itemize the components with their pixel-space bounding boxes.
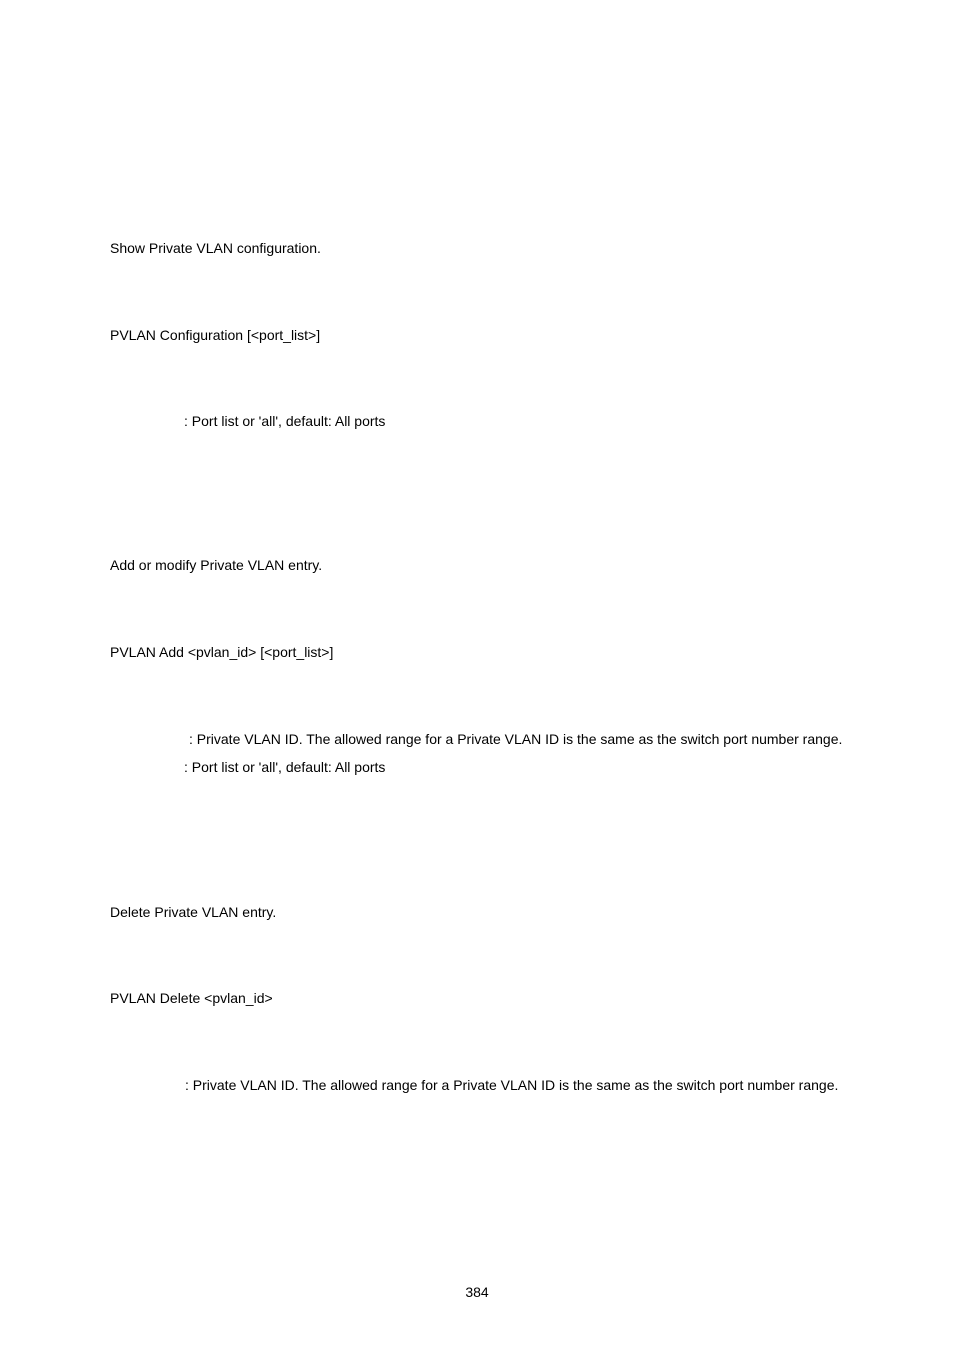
section-1-syntax: PVLAN Configuration [<port_list>] <box>110 327 321 343</box>
section-2-param-port-list: : Port list or 'all', default: All ports <box>184 759 386 775</box>
section-2-description: Add or modify Private VLAN entry. <box>110 557 323 573</box>
section-1-param-port-list: : Port list or 'all', default: All ports <box>184 413 386 429</box>
section-2-param-pvlan-id: : Private VLAN ID. The allowed range for a Private VLAN ID is the same as the switch port number range. <box>189 731 843 747</box>
page-number: 384 <box>465 1284 489 1300</box>
section-2-syntax: PVLAN Add <pvlan_id> [<port_list>] <box>110 644 334 660</box>
section-1-description: Show Private VLAN configuration. <box>110 240 321 256</box>
section-3-syntax: PVLAN Delete <pvlan_id> <box>110 990 273 1006</box>
section-3-param-pvlan-id: : Private VLAN ID. The allowed range for a Private VLAN ID is the same as the switch port number range. <box>185 1077 839 1093</box>
section-3-description: Delete Private VLAN entry. <box>110 904 277 920</box>
